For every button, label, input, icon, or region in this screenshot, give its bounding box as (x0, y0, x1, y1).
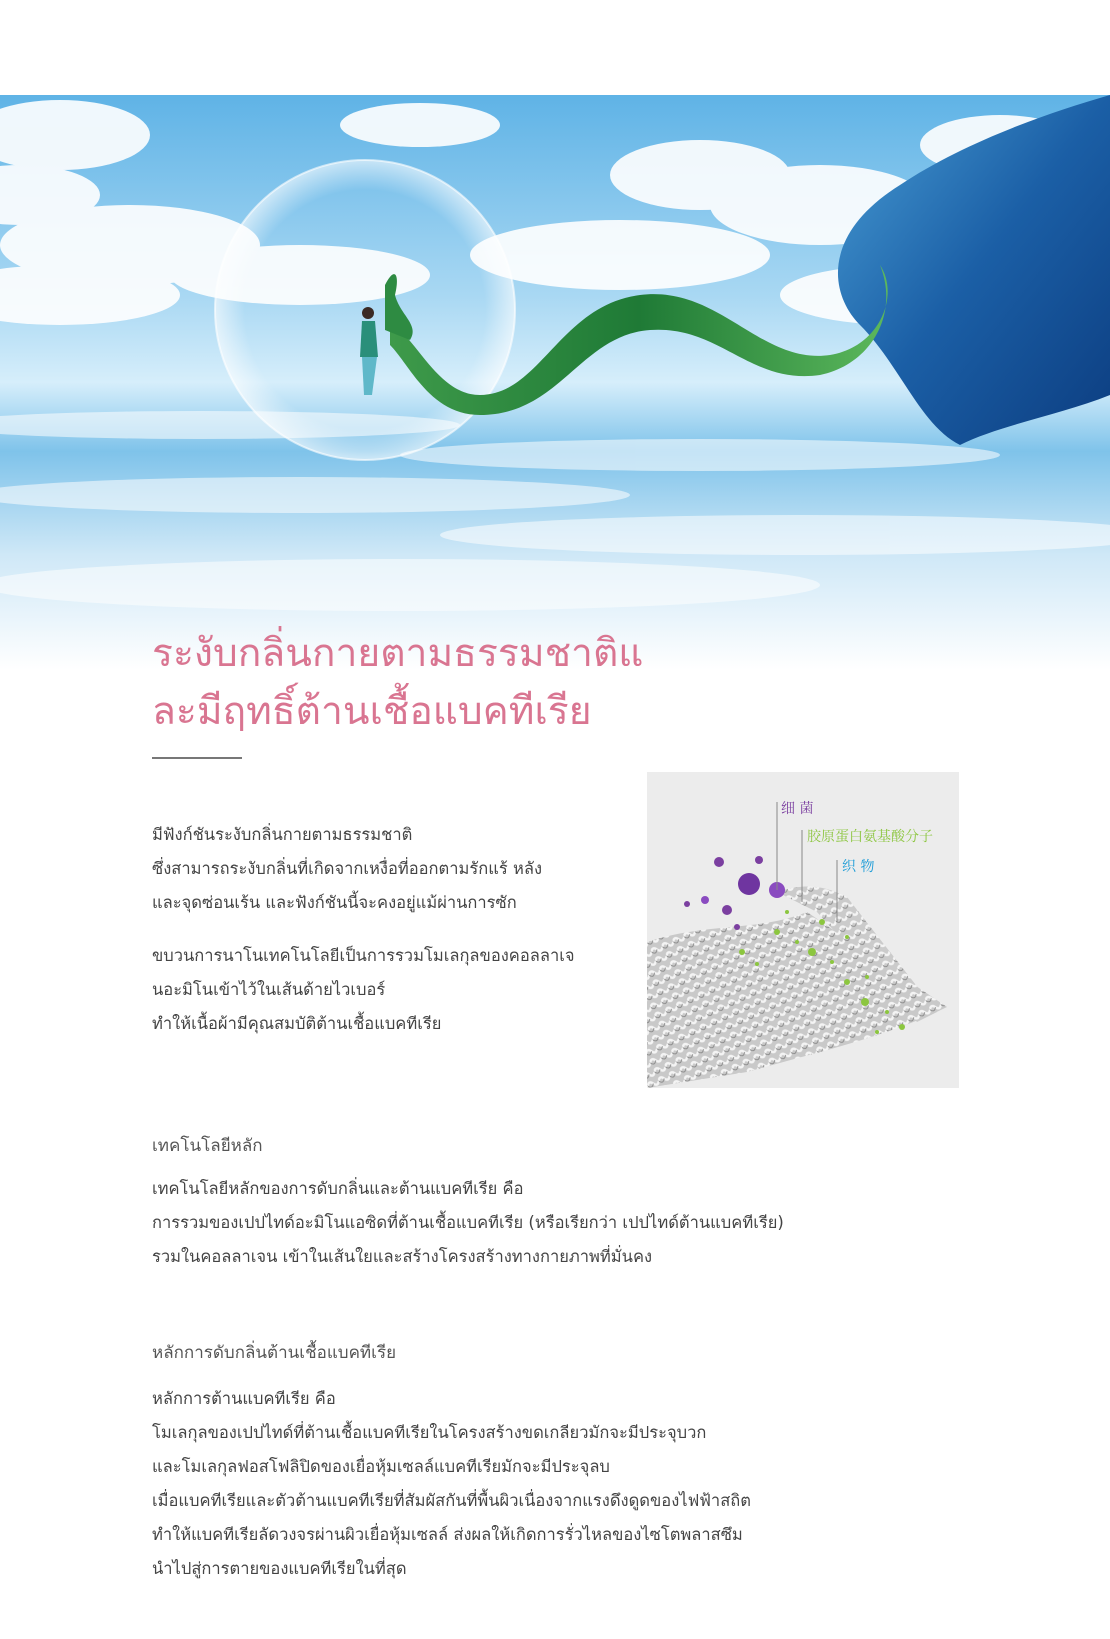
principle-line: นำไปสู่การตายของแบคทีเรียในที่สุด (152, 1559, 407, 1578)
label-bacteria: 细 菌 (781, 801, 814, 817)
process-line: นอะมิโนเข้าไว้ในเส้นด้ายไวเบอร์ (152, 980, 386, 999)
intro-line: มีฟังก์ชันระงับกลิ่นกายตามธรรมชาติ (152, 825, 413, 844)
hero-illustration (0, 95, 1110, 670)
label-fabric: 织 物 (842, 859, 875, 875)
core-tech-heading: เทคโนโลยีหลัก (152, 1136, 263, 1156)
principle-line: หลักการต้านแบคทีเรีย คือ (152, 1389, 336, 1408)
principle-heading: หลักการดับกลิ่นต้านเชื้อแบคทีเรีย (152, 1343, 397, 1363)
principle-line: และโมเลกุลฟอสโฟลิปิดของเยื่อหุ้มเซลล์แบคทีเรียมักจะมีประจุลบ (152, 1457, 610, 1476)
process-paragraph (152, 939, 575, 1041)
core-tech-line: รวมในคอลลาเจน เข้าในเส้นใยและสร้างโครงสร้างทางกายภาพที่มั่นคง (152, 1247, 653, 1266)
fabric-diagram (647, 772, 959, 1088)
core-tech-paragraph (152, 1172, 784, 1274)
label-molecule: 胶原蛋白氨基酸分子 (807, 829, 933, 845)
title-line-1: ระงับกลิ่นกายตามธรรมชาติแ (152, 631, 644, 676)
core-tech-line: การรวมของเปปไทด์อะมิโนแอซิดที่ต้านเชื้อแบคทีเรีย (หรือเรียกว่า เปปไทด์ต้านแบคทีเรีย) (152, 1213, 784, 1232)
process-line: ขบวนการนาโนเทคโนโลยีเป็นการรวมโมเลกุลของคอลลาเจ (152, 946, 575, 965)
page-title (152, 625, 712, 741)
core-tech-line: เทคโนโลยีหลักของการดับกลิ่นและต้านแบคทีเรีย คือ (152, 1179, 524, 1198)
principle-paragraph (152, 1382, 751, 1586)
process-line: ทำให้เนื้อผ้ามีคุณสมบัติต้านเชื้อแบคทีเรีย (152, 1014, 442, 1033)
title-divider (152, 757, 242, 759)
principle-line: ทำให้แบคทีเรียลัดวงจรผ่านผิวเยื่อหุ้มเซลล์ ส่งผลให้เกิดการรั่วไหลของไซโตพลาสซึม (152, 1525, 743, 1544)
principle-line: เมื่อแบคทีเรียและตัวต้านแบคทีเรียที่สัมผัสกันที่พื้นผิวเนื่องจากแรงดึงดูดของไฟฟ้าสถิต (152, 1491, 751, 1510)
intro-paragraph (152, 818, 542, 920)
principle-line: โมเลกุลของเปปไทด์ที่ต้านเชื้อแบคทีเรียในโครงสร้างขดเกลียวมักจะมีประจุบวก (152, 1423, 707, 1442)
title-line-2: ละมีฤทธิ์ต้านเชื้อแบคทีเรีย (152, 689, 592, 734)
hero-banner (0, 95, 1110, 670)
bacteria (684, 856, 785, 930)
intro-line: ซึ่งสามารถระงับกลิ่นที่เกิดจากเหงื่อที่ออกตามรักแร้ หลัง (152, 859, 543, 878)
intro-line: และจุดซ่อนเร้น และฟังก์ชันนี้จะคงอยู่แม้ผ่านการซัก (152, 893, 517, 912)
